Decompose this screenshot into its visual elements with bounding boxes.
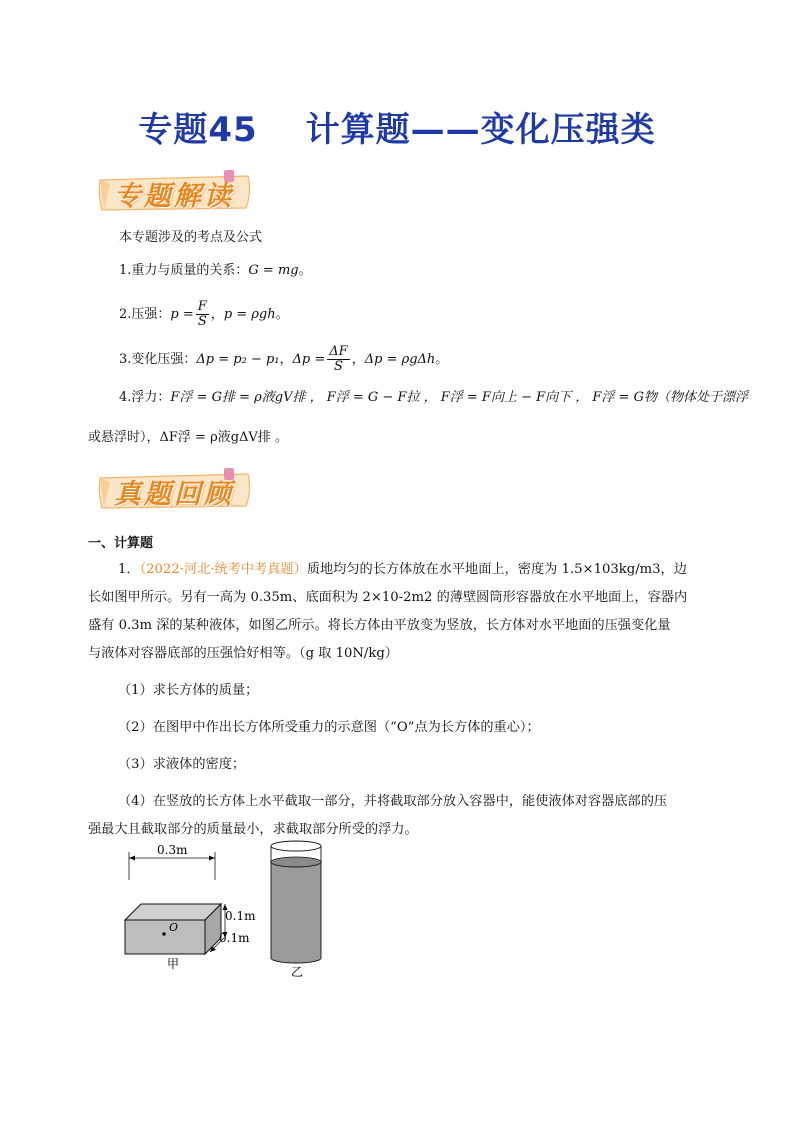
length-label: 0.3m: [157, 843, 188, 857]
height-label: 0.1m: [225, 909, 256, 923]
center-label: O: [169, 921, 179, 934]
formula-item-4-line2: 或悬浮时），ΔF浮 = ρ液gΔV排 。: [88, 430, 288, 445]
section-heading: 一、计算题: [88, 536, 154, 551]
formula-item-1: 1.重力与质量的关系：G = mg。: [119, 263, 312, 278]
sub-question-3: （3）求液体的密度；: [118, 757, 246, 772]
title-prefix: 专题45: [138, 110, 258, 150]
physics-figure: [115, 840, 355, 980]
sub-question-4-cont: 强最大且截取部分的质量最小，求截取部分所受的浮力。: [88, 822, 418, 837]
depth-label: 0.1m: [219, 931, 250, 945]
banner-interpretation: [96, 170, 256, 214]
banner-review-label: 真题回顾: [114, 479, 234, 510]
sub-question-4: （4）在竖放的长方体上水平截取一部分，并将截取部分放入容器中，能使液体对容器底部的压: [118, 794, 668, 809]
figure-label-yi: 乙: [291, 965, 304, 979]
fraction-df-over-s: $\frac{\Delta F}{S}$: [329, 344, 348, 374]
sub-question-2: （2）在图甲中作出长方体所受重力的示意图（“O”点为长方体的重心）；: [118, 720, 540, 735]
formula-item-2: 2.压强：p = $\frac{F}{S}$ ，p = ρgh。: [119, 299, 289, 329]
question-line-4: 与液体对容器底部的压强恰好相等。（g 取 10N/kg）: [88, 646, 398, 661]
page-title: [0, 102, 794, 151]
question-1: [88, 556, 708, 844]
title-main: 计算题——变化压强类: [305, 110, 656, 150]
question-line-2: 长如图甲所示。另有一高为 0.35m、底面积为 2×10-2m2 的薄壁圆筒形容器放在水平地面上，容器内: [88, 590, 688, 605]
container-yi: [271, 841, 321, 963]
question-line-3: 盛有 0.3m 深的某种液体，如图乙所示。将长方体由平放变为竖放，长方体对水平地面的压强变化量: [88, 618, 671, 633]
sub-question-1: （1）求长方体的质量；: [118, 683, 259, 698]
center-of-gravity-dot: [162, 932, 166, 936]
question-line-1: 1．（2022·河北·统考中考真题）质地均匀的长方体放在水平地面上，密度为 1.5×103kg/m3，边: [118, 562, 687, 577]
banner-interpretation-label: 专题解读: [114, 181, 234, 212]
formula-item-3: 3.变化压强：Δp = p₂ − p₁，Δp = $\frac{\Delta F}{S}$ ，Δp = ρgΔh。: [119, 344, 449, 374]
formula-item-4-line1: 4.浮力：F浮 = G排 = ρ液gV排 ， F浮 = G − F拉 ， F浮 = F向上 − F向下 ， F浮 = G物（物体处于漂浮: [119, 390, 748, 405]
intro-lead: 本专题涉及的考点及公式: [119, 230, 263, 245]
banner-review: [96, 468, 256, 512]
fraction-f-over-s: $\frac{F}{S}$: [197, 299, 207, 329]
figure-label-jia: 甲: [167, 957, 180, 971]
question-source: （2022·河北·统考中考真题）: [139, 562, 307, 577]
